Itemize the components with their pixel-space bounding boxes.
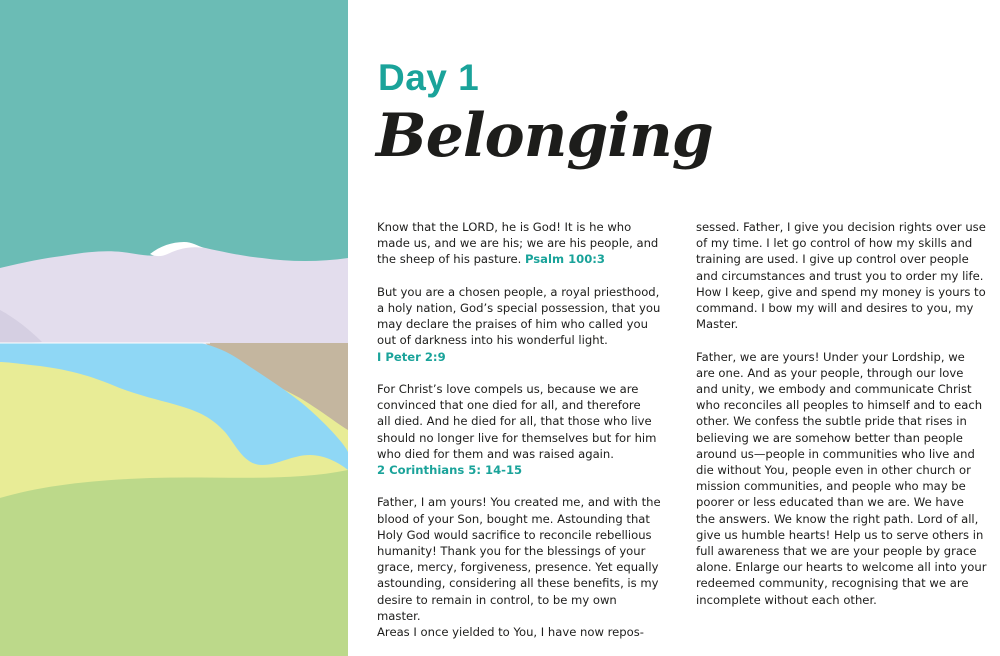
paragraph-text: sessed. Father, I give you decision rights over use of my time. I let go control of how my skills and training are used. I give up control over people and circumstances and trust you to order my life. How I keep, give and spend my money is yours to command. I bow my will and desires to you, my Master. xyxy=(696,220,986,332)
landscape-illustration xyxy=(0,0,348,656)
paragraph-text: For Christ’s love compels us, because we are convinced that one died for all, and therefore all died. And he died for all, that those who live should no longer live for themselves but for him who died for them and was raised again. xyxy=(377,382,657,461)
field-green xyxy=(0,470,348,656)
paragraph-corinthians xyxy=(377,381,662,478)
paragraph-prayer-1 xyxy=(377,494,662,640)
paragraph-prayer-2 xyxy=(696,349,992,608)
right-text-column xyxy=(696,219,992,608)
paragraph-peter xyxy=(377,284,662,365)
scripture-reference: I Peter 2:9 xyxy=(377,349,446,364)
paragraph-text: Father, I am yours! You created me, and with the blood of your Son, bought me. Astounding that Holy God would sacrifice to reconcile rebellious humanity! Thank you for the blessings of your grace, mercy, forgiveness, presence. Yet equally astounding, considering all these benefits, is my desire to remain in control, to be my own master. Areas I once yielded to You, I have now repos- xyxy=(377,495,661,640)
scripture-reference: 2 Corinthians 5: 14-15 xyxy=(377,463,523,478)
paragraph-prayer-1-continued xyxy=(696,219,992,332)
landscape-svg xyxy=(0,0,348,656)
paragraph-text: But you are a chosen people, a royal priesthood, a holy nation, God’s special possession, that you may declare the praises of him who called you out of darkness into his wonderful light. xyxy=(377,284,661,348)
scripture-reference: Psalm 100:3 xyxy=(524,252,605,267)
day-title: Day 1 xyxy=(378,57,480,98)
paragraph-psalm xyxy=(377,219,662,268)
paragraph-text: Know that the LORD, he is God! It is he who made us, and we are his; we are his people, and the sheep of his pasture. xyxy=(377,220,659,267)
theme-title: Belonging xyxy=(376,101,713,171)
left-text-column xyxy=(377,219,662,640)
paragraph-text: Father, we are yours! Under your Lordship, we are one. And as your people, through our love and unity, we embody and communicate Christ who reconciles all peoples to himself and to each other. We confess the subtle pride that rises in believing we are somehow better than people around us—people in communities who live and die without You, people even in other church or mission communities, and people who may be poorer or less educated than we are. We have the answers. We know the right path. Lord of all, give us humble hearts! Help us to serve others in full awareness that we are your people by grace alone. Enlarge our hearts to welcome all into your redeemed community, recognising that we are incomplete without each other. xyxy=(696,349,987,607)
